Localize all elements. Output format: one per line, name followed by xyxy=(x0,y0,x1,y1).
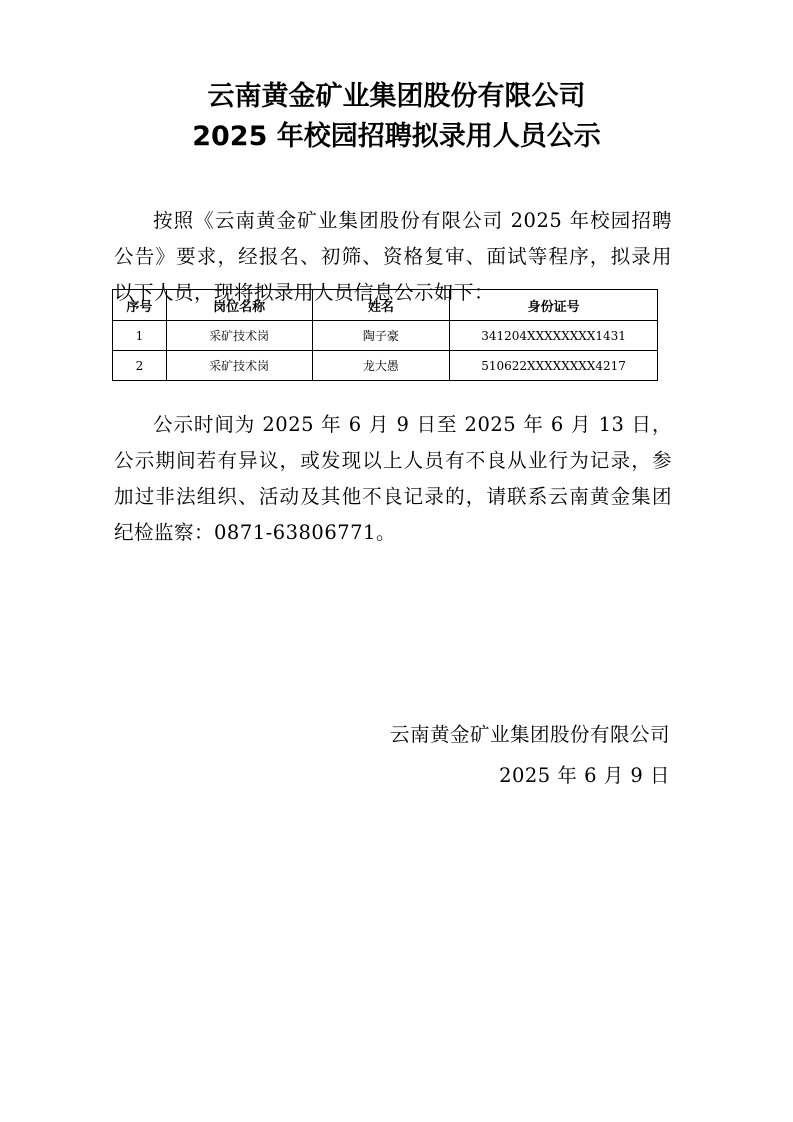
cell-index: 2 xyxy=(113,351,167,381)
header-name: 姓名 xyxy=(312,290,450,321)
notice-paragraph: 公示时间为 2025 年 6 月 9 日至 2025 年 6 月 13 日，公示期间若有异议，或发现以上人员有不良从业行为记录，参加过非法组织、活动及其他不良记录的，请联系云南黄金集团纪检监察：0871-63806771。 xyxy=(114,412,672,544)
cell-id-number: 341204XXXXXXXX1431 xyxy=(450,321,658,351)
candidate-table xyxy=(112,289,658,381)
signature-company: 云南黄金矿业集团股份有限公司 xyxy=(389,723,670,746)
intro-paragraph: 按照《云南黄金矿业集团股份有限公司 2025 年校园招聘公告》要求，经报名、初筛、资格复审、面试等程序，拟录用以下人员，现将拟录用人员信息公示如下： xyxy=(114,208,672,304)
cell-position: 采矿技术岗 xyxy=(166,351,312,381)
signature-date: 2025 年 6 月 9 日 xyxy=(499,764,670,787)
cell-id-number: 510622XXXXXXXX4217 xyxy=(450,351,658,381)
header-position: 岗位名称 xyxy=(166,290,312,321)
table-row xyxy=(113,321,658,351)
document-subtitle: 2025 年校园招聘拟录用人员公示 xyxy=(192,121,601,152)
cell-name: 龙大愚 xyxy=(312,351,450,381)
header-id-number: 身份证号 xyxy=(450,290,658,321)
cell-position: 采矿技术岗 xyxy=(166,321,312,351)
table-header-row xyxy=(113,290,658,321)
table-row xyxy=(113,351,658,381)
document-title: 云南黄金矿业集团股份有限公司 xyxy=(207,81,586,112)
header-index: 序号 xyxy=(113,290,167,321)
cell-name: 陶子豪 xyxy=(312,321,450,351)
cell-index: 1 xyxy=(113,321,167,351)
